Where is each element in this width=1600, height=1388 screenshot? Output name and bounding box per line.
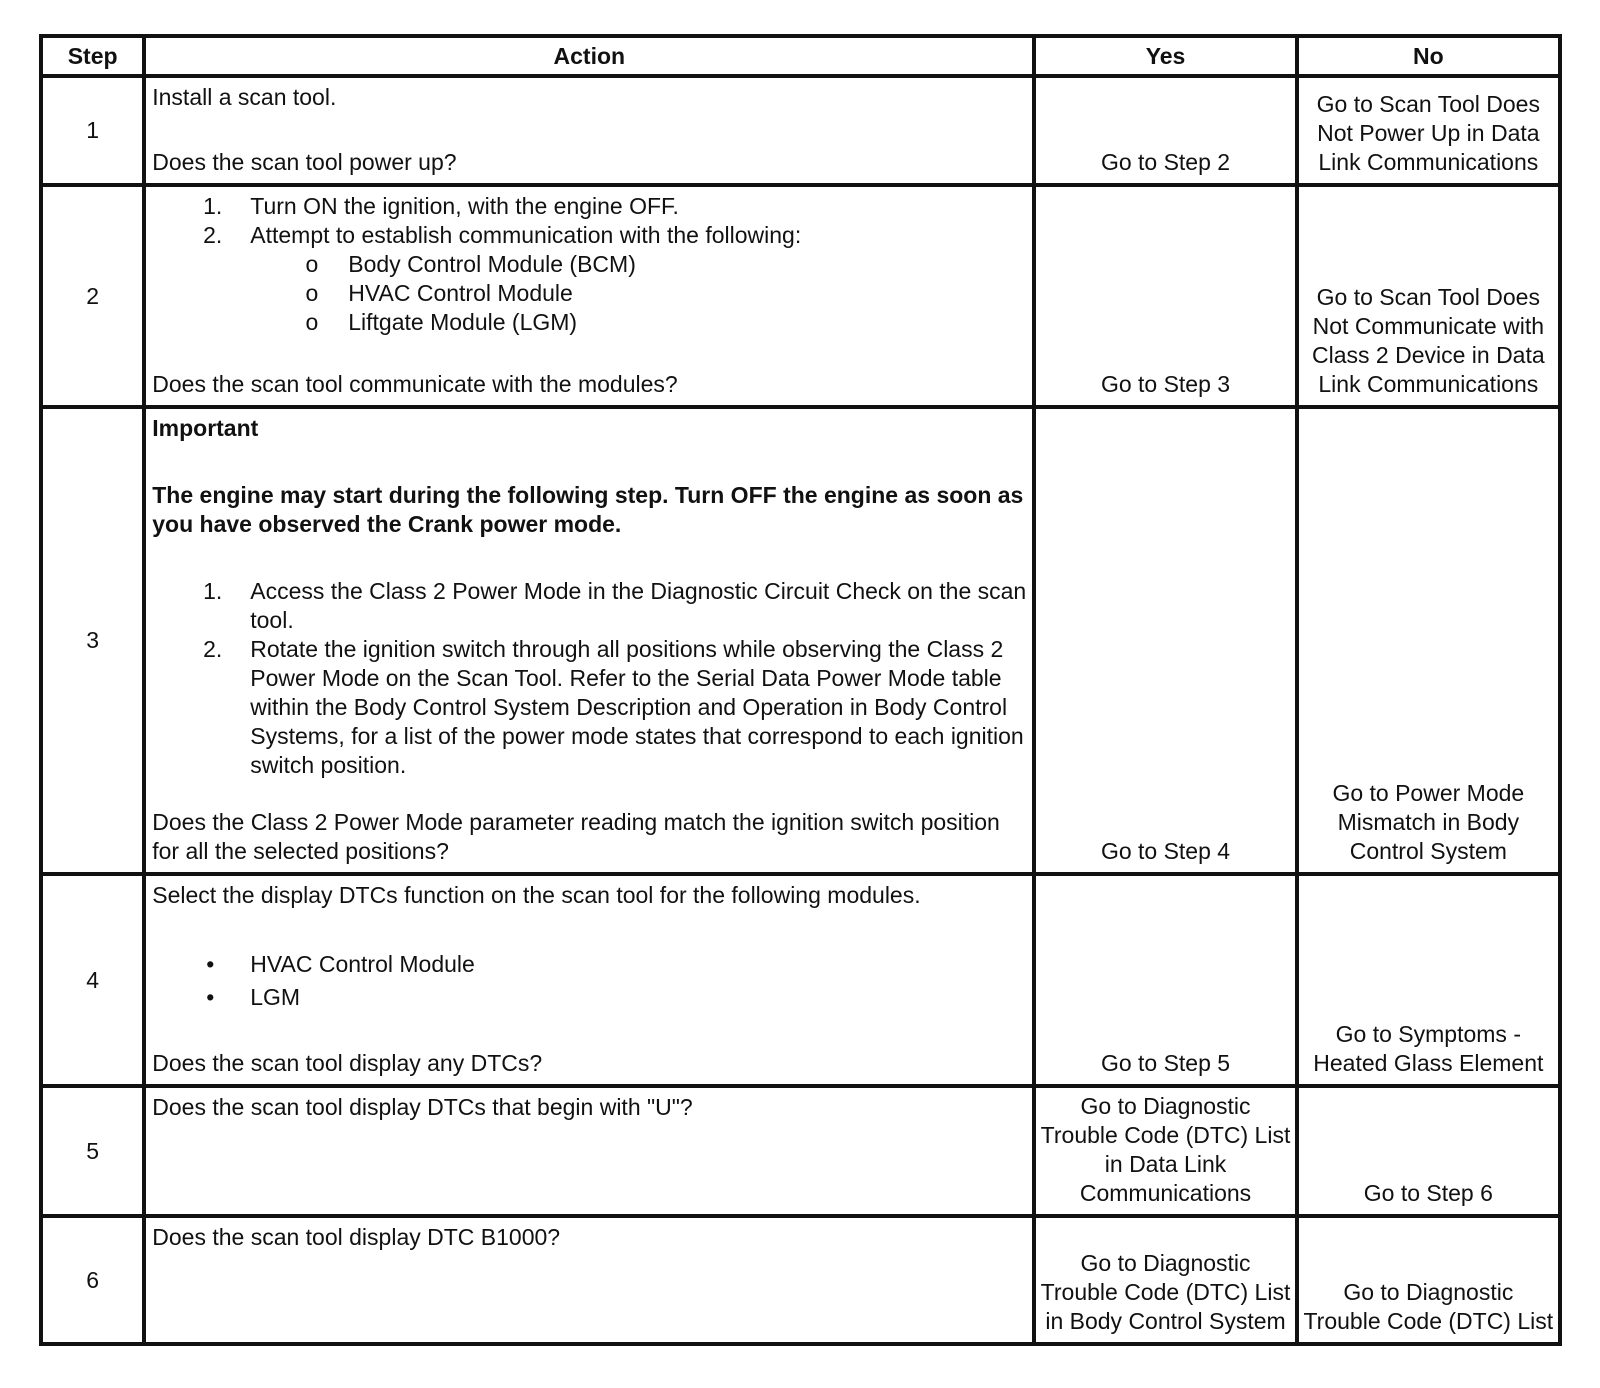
step-number: 2: [41, 185, 144, 407]
step-number: 3: [41, 407, 144, 874]
item-text: Rotate the ignition switch through all positions while observing the Class 2 Power Mode on the Scan Tool. Refer to the Serial Data Power Mode table within the Body Control System Description and Operation in Body Control Systems, for a list of the power mode states that correspond to each ignition switch position.: [250, 636, 1024, 778]
action-question: Does the scan tool display DTC B1000?: [152, 1224, 561, 1250]
header-no: No: [1297, 36, 1560, 76]
action-cell: [144, 185, 1034, 407]
step-number: 1: [41, 76, 144, 185]
bullet-icon: •: [206, 951, 215, 977]
action-question: Does the scan tool power up?: [152, 149, 457, 175]
step-number: 4: [41, 874, 144, 1086]
list-item: [152, 950, 1026, 979]
numbered-list: [152, 192, 1026, 250]
action-question: Does the scan tool display any DTCs?: [152, 1050, 543, 1076]
yes-cell: [1034, 1216, 1296, 1344]
no-link[interactable]: Go to Power Mode Mismatch in Body Control System: [1332, 780, 1525, 864]
module-name: LGM: [250, 984, 301, 1010]
action-question: Does the scan tool communicate with the modules?: [152, 371, 678, 397]
circle-bullet-icon: o: [305, 251, 319, 277]
item-number: 2.: [203, 636, 223, 662]
table-row: [41, 1086, 1560, 1216]
header-action: Action: [144, 36, 1034, 76]
no-link[interactable]: Go to Scan Tool Does Not Communicate with Class 2 Device in Data Link Communications: [1312, 284, 1545, 397]
table-row: [41, 185, 1560, 407]
module-name: HVAC Control Module: [250, 951, 475, 977]
action-cell: [144, 1086, 1034, 1216]
no-link[interactable]: Go to Scan Tool Does Not Power Up in Data Link Communications: [1316, 91, 1540, 175]
module-name: HVAC Control Module: [348, 280, 573, 306]
table-row: [41, 407, 1560, 874]
no-cell: [1297, 874, 1560, 1086]
action-cell: [144, 874, 1034, 1086]
circle-bullet-icon: o: [305, 280, 319, 306]
no-link[interactable]: Go to Symptoms - Heated Glass Element: [1313, 1021, 1544, 1076]
item-text: Access the Class 2 Power Mode in the Diagnostic Circuit Check on the scan tool.: [250, 578, 1027, 633]
list-item: [152, 250, 1026, 279]
yes-cell: [1034, 76, 1296, 185]
action-cell: [144, 76, 1034, 185]
no-cell: [1297, 1216, 1560, 1344]
step-number: 6: [41, 1216, 144, 1344]
action-question: Does the Class 2 Power Mode parameter reading match the ignition switch position for all the selected positions?: [152, 809, 1000, 864]
list-item: [152, 983, 1026, 1012]
step-number: 5: [41, 1086, 144, 1216]
action-question: Does the scan tool display DTCs that begin with "U"?: [152, 1094, 693, 1120]
yes-link[interactable]: Go to Step 2: [1100, 149, 1231, 175]
no-link[interactable]: Go to Diagnostic Trouble Code (DTC) List: [1303, 1279, 1554, 1334]
header-step: Step: [41, 36, 144, 76]
list-item: [152, 221, 1026, 250]
no-link[interactable]: Go to Step 6: [1363, 1180, 1493, 1206]
item-number: 1.: [203, 578, 223, 604]
item-number: 1.: [203, 193, 223, 219]
circle-bullet-icon: o: [305, 309, 319, 335]
yes-cell: [1034, 185, 1296, 407]
action-cell: [144, 407, 1034, 874]
no-cell: [1297, 76, 1560, 185]
yes-link[interactable]: Go to Step 3: [1100, 371, 1231, 397]
diagnostic-table: [39, 34, 1562, 1346]
no-cell: [1297, 407, 1560, 874]
list-item: [152, 192, 1026, 221]
no-cell: [1297, 185, 1560, 407]
module-list: [152, 250, 1026, 337]
action-intro: Select the display DTCs function on the scan tool for the following modules.: [152, 882, 921, 908]
table-row: [41, 76, 1560, 185]
table-row: [41, 874, 1560, 1086]
yes-cell: [1034, 1086, 1296, 1216]
numbered-list: [152, 577, 1026, 780]
bullet-list: [152, 950, 1026, 1012]
module-name: Body Control Module (BCM): [348, 251, 636, 277]
yes-link[interactable]: Go to Diagnostic Trouble Code (DTC) List in Body Control System: [1040, 1250, 1291, 1334]
header-yes: Yes: [1034, 36, 1296, 76]
list-item: [152, 635, 1026, 780]
bullet-icon: •: [206, 984, 215, 1010]
action-cell: [144, 1216, 1034, 1344]
item-number: 2.: [203, 222, 223, 248]
module-name: Liftgate Module (LGM): [348, 309, 578, 335]
list-item: [152, 577, 1026, 635]
yes-link[interactable]: Go to Step 5: [1100, 1050, 1231, 1076]
yes-cell: [1034, 874, 1296, 1086]
yes-link[interactable]: Go to Step 4: [1100, 838, 1231, 864]
important-note: The engine may start during the following step. Turn OFF the engine as soon as you have observed the Crank power mode.: [152, 482, 1024, 537]
header-row: [41, 36, 1560, 76]
item-text: Attempt to establish communication with the following:: [250, 222, 802, 248]
item-text: Turn ON the ignition, with the engine OFF.: [250, 193, 679, 219]
yes-cell: [1034, 407, 1296, 874]
list-item: [152, 279, 1026, 308]
no-cell: [1297, 1086, 1560, 1216]
action-intro: Install a scan tool.: [152, 84, 337, 110]
table-row: [41, 1216, 1560, 1344]
list-item: [152, 308, 1026, 337]
yes-link[interactable]: Go to Diagnostic Trouble Code (DTC) List in Data Link Communications: [1040, 1093, 1291, 1206]
important-label: Important: [152, 415, 259, 441]
